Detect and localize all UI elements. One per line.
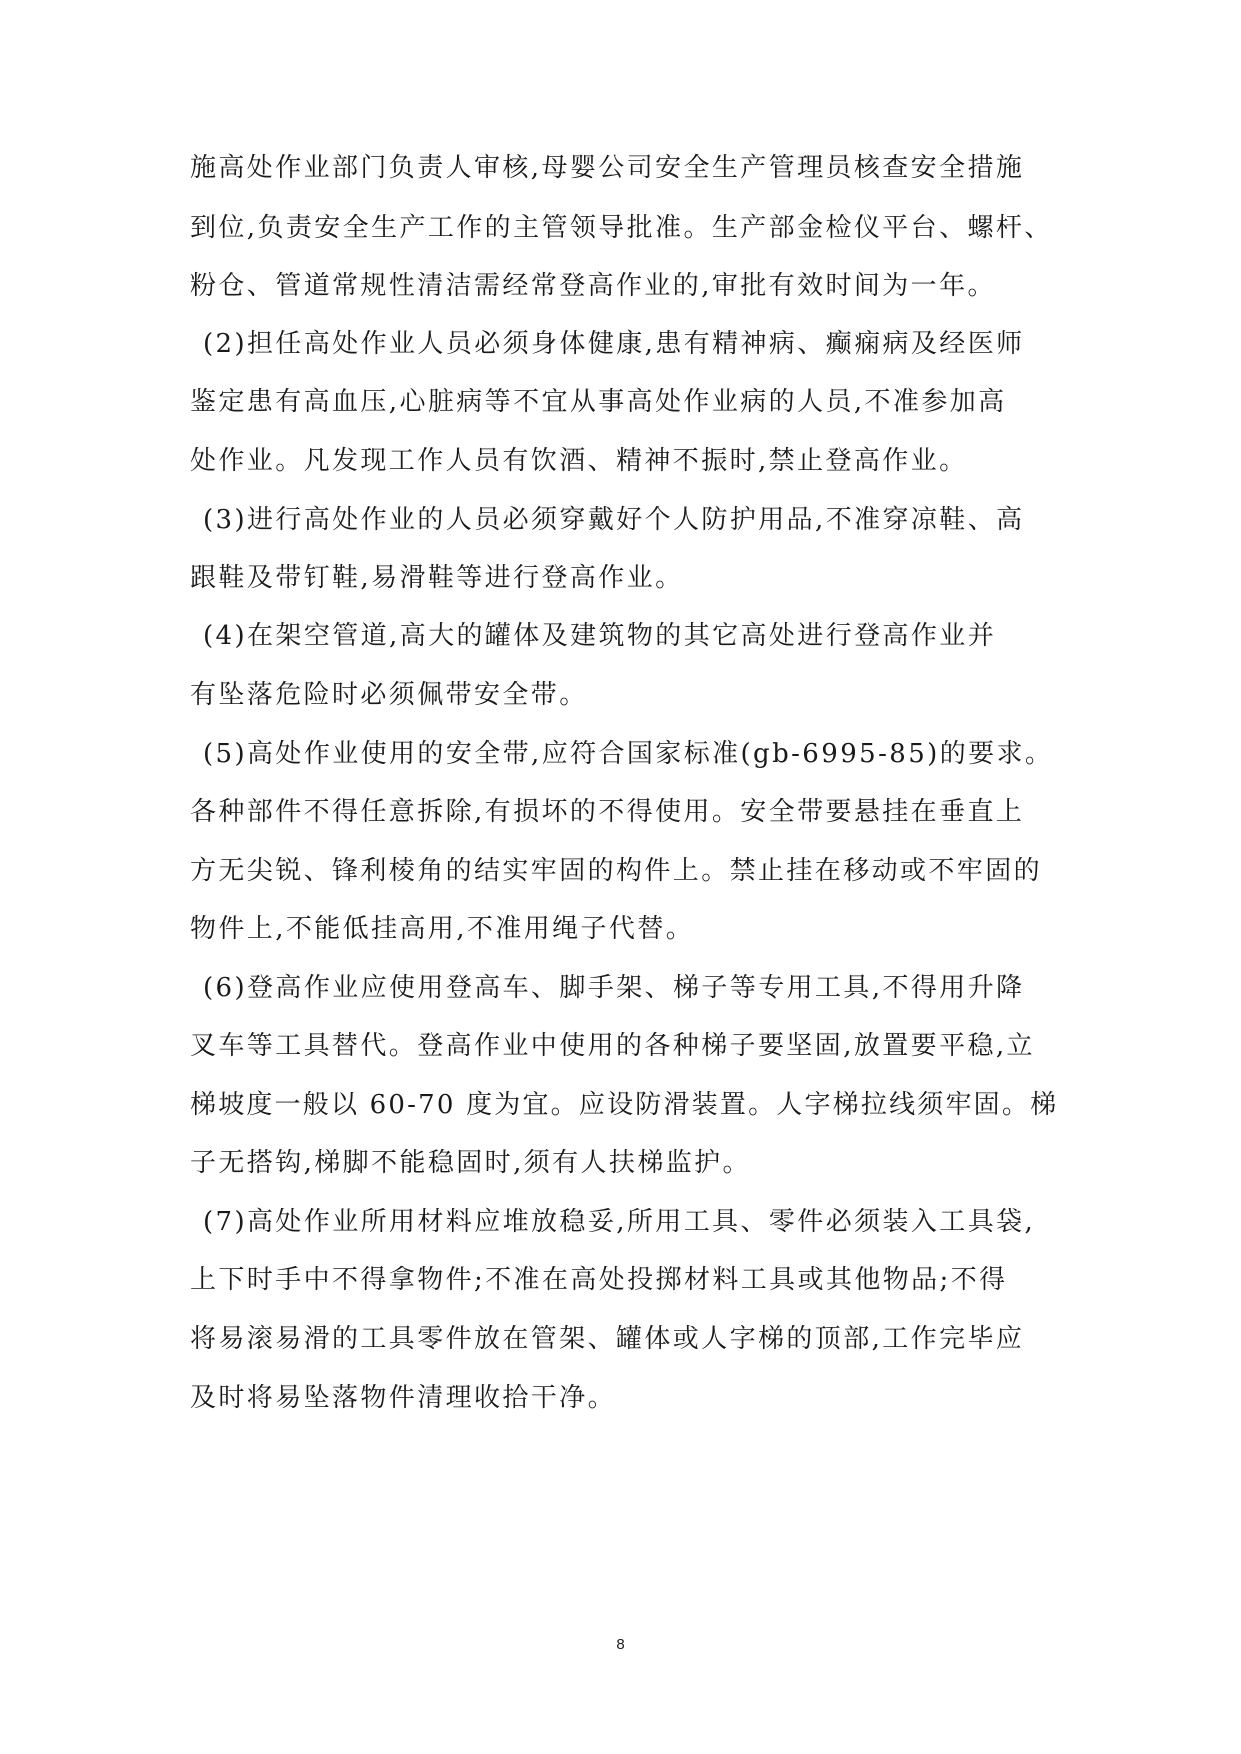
text-line: 梯坡度一般以 60-70 度为宜。应设防滑装置。人字梯拉线须牢固。梯 (190, 1090, 1059, 1120)
text-line: 上下时手中不得拿物件;不准在高处投掷材料工具或其他物品;不得 (190, 1265, 1008, 1295)
text-line: 处作业。凡发现工作人员有饮酒、精神不振时,禁止登高作业。 (190, 446, 968, 476)
text-line: (4)在架空管道,高大的罐体及建筑物的其它高处进行登高作业并 (203, 621, 997, 651)
text-line: (2)担任高处作业人员必须身体健康,患有精神病、癫痫病及经医师 (203, 329, 1025, 359)
text-line: 施高处作业部门负责人审核,母婴公司安全生产管理员核查安全措施 (190, 153, 1025, 183)
page-number: 8 (616, 1636, 625, 1653)
text-line: 各种部件不得任意拆除,有损坏的不得使用。安全带要悬挂在垂直上 (190, 797, 1025, 827)
text-line: 方无尖锐、锋利棱角的结实牢固的构件上。禁止挂在移动或不牢固的 (190, 856, 1043, 886)
text-line: 粉仓、管道常规性清洁需经常登高作业的,审批有效时间为一年。 (190, 271, 996, 301)
text-line: 子无搭钩,梯脚不能稳固时,须有人扶梯监护。 (190, 1148, 751, 1178)
text-line: (7)高处作业所用材料应堆放稳妥,所用工具、零件必须装入工具袋, (203, 1207, 1036, 1237)
text-line: 跟鞋及带钉鞋,易滑鞋等进行登高作业。 (190, 563, 684, 593)
text-line: (5)高处作业使用的安全带,应符合国家标准(gb-6995-85)的要求。 (203, 739, 1054, 769)
text-line: 到位,负责安全生产工作的主管领导批准。生产部金检仪平台、螺杆、 (190, 213, 1053, 243)
text-line: 叉车等工具替代。登高作业中使用的各种梯子要坚固,放置要平稳,立 (190, 1031, 1035, 1061)
text-line: 将易滚易滑的工具零件放在管架、罐体或人字梯的顶部,工作完毕应 (190, 1324, 1025, 1354)
text-line: 及时将易坠落物件清理收拾干净。 (190, 1383, 617, 1413)
text-line: 鉴定患有高血压,心脏病等不宜从事高处作业病的人员,不准参加高 (190, 387, 1007, 417)
text-line: 有坠落危险时必须佩带安全带。 (190, 680, 588, 710)
text-line: 物件上,不能低挂高用,不准用绳子代替。 (190, 914, 695, 944)
text-line: (6)登高作业应使用登高车、脚手架、梯子等专用工具,不得用升降 (203, 973, 1025, 1003)
text-line: (3)进行高处作业的人员必须穿戴好个人防护用品,不准穿凉鞋、高 (203, 505, 1025, 535)
